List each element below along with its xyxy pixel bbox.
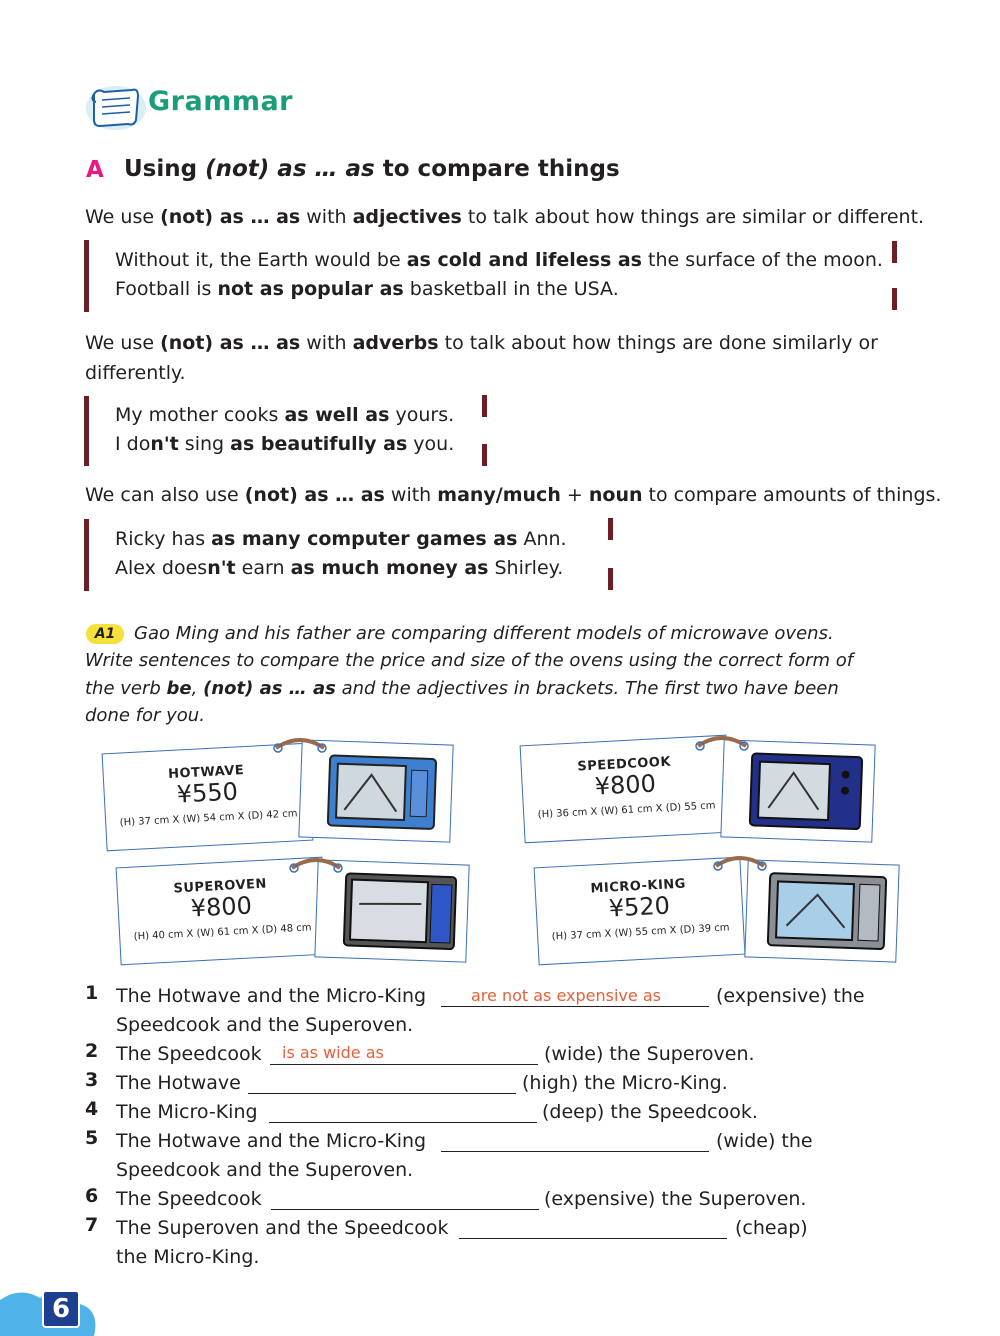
example-sentence: I don't sing as beautifully as you.: [115, 433, 455, 455]
scroll-icon: [84, 80, 148, 132]
question-text: (expensive) the Superoven.: [544, 1188, 807, 1210]
product-price: ¥800: [594, 769, 657, 801]
rule-adjectives: We use (not) as … as with adjectives to talk about how things are similar or different.: [85, 206, 925, 228]
rule-amounts: We can also use (not) as … as with many/much + noun to compare amounts of things.: [85, 484, 942, 506]
product-dimensions: (H) 36 cm X (W) 61 cm X (D) 55 cm: [537, 800, 716, 821]
oven-picture-card: [744, 859, 899, 962]
question-text: (high) the Micro-King.: [522, 1072, 728, 1094]
example-sentence: My mother cooks as well as yours.: [115, 404, 455, 426]
example-bar-mark: [482, 395, 487, 417]
question-text: The Hotwave and the Micro-King: [116, 1130, 427, 1152]
answer-blank[interactable]: [270, 1064, 538, 1065]
question-number: 3: [85, 1069, 99, 1091]
example-sentence: Ricky has as many computer games as Ann.: [115, 528, 567, 550]
question-text: (wide) the Superoven.: [544, 1043, 755, 1065]
question-text: The Superoven and the Speedcook: [116, 1217, 449, 1239]
product-name: HOTWAVE: [167, 763, 245, 783]
exercise-instruction: Gao Ming and his father are comparing different models of microwave ovens.: [134, 623, 834, 644]
answer-text: is as wide as: [282, 1043, 384, 1062]
product-name: MICRO-KING: [590, 876, 687, 897]
answer-blank[interactable]: [441, 1151, 709, 1152]
answer-blank[interactable]: [459, 1238, 727, 1239]
product-name: SUPEROVEN: [173, 876, 268, 897]
rule-adverbs: We use (not) as … as with adverbs to talk about how things are done similarly or: [85, 332, 878, 354]
exercise-instruction: the verb be, (not) as … as and the adjectives in brackets. The first two have been: [85, 678, 839, 699]
page-title: Grammar: [148, 86, 293, 117]
question-number: 1: [85, 982, 99, 1004]
question-text: The Hotwave and the Micro-King: [116, 985, 427, 1007]
question-text: Speedcook and the Superoven.: [116, 1159, 414, 1181]
product-price: ¥550: [176, 777, 239, 809]
question-text: The Hotwave: [116, 1072, 241, 1094]
product-dimensions: (H) 37 cm X (W) 54 cm X (D) 42 cm: [119, 808, 298, 829]
question-number: 7: [85, 1214, 99, 1236]
question-text: (cheap): [735, 1217, 808, 1239]
question-number: 5: [85, 1127, 99, 1149]
example-bar: [84, 240, 89, 312]
ring-clip-icon: [288, 856, 344, 876]
section-letter: A: [86, 157, 104, 183]
microwave-icon: [721, 740, 874, 841]
example-sentence: Football is not as popular as basketball in the USA.: [115, 278, 619, 300]
answer-blank[interactable]: [271, 1209, 539, 1210]
question-number: 4: [85, 1098, 99, 1120]
example-bar-mark: [608, 568, 613, 590]
question-number: 2: [85, 1040, 99, 1062]
example-sentence: Without it, the Earth would be as cold and lifeless as the surface of the moon.: [115, 249, 883, 271]
question-text: (deep) the Speedcook.: [542, 1101, 758, 1123]
question-text: The Speedcook: [116, 1188, 262, 1210]
product-price: ¥520: [608, 891, 671, 923]
example-bar-mark: [892, 288, 897, 310]
exercise-tag: A1: [86, 624, 124, 644]
oven-picture-card: [720, 739, 875, 842]
question-text: the Micro-King.: [116, 1246, 260, 1268]
question-text: (expensive) the: [716, 985, 865, 1007]
example-bar-mark: [892, 241, 897, 263]
product-dimensions: (H) 40 cm X (W) 61 cm X (D) 48 cm: [133, 922, 312, 943]
product-price: ¥800: [190, 891, 253, 923]
answer-text: are not as expensive as: [471, 986, 661, 1005]
example-bar-mark: [608, 518, 613, 540]
microwave-icon: [745, 860, 898, 961]
example-bar-mark: [482, 444, 487, 466]
question-number: 6: [85, 1185, 99, 1207]
product-dimensions: (H) 37 cm X (W) 55 cm X (D) 39 cm: [551, 922, 730, 943]
rule-adverbs-cont: differently.: [85, 362, 186, 384]
question-text: The Speedcook: [116, 1043, 262, 1065]
question-text: (wide) the: [716, 1130, 813, 1152]
page-number: 6: [42, 1290, 80, 1328]
answer-blank[interactable]: [269, 1122, 537, 1123]
exercise-instruction: done for you.: [85, 705, 205, 726]
section-title: Using (not) as … as to compare things: [124, 156, 620, 182]
ring-clip-icon: [712, 854, 768, 874]
ring-clip-icon: [272, 736, 328, 756]
exercise-instruction: Write sentences to compare the price and size of the ovens using the correct form of: [85, 650, 854, 671]
question-text: Speedcook and the Superoven.: [116, 1014, 414, 1036]
answer-blank[interactable]: [248, 1093, 516, 1094]
question-text: The Micro-King: [116, 1101, 258, 1123]
product-name: SPEEDCOOK: [577, 754, 672, 775]
product-card-hotwave: [102, 743, 314, 852]
example-bar: [84, 519, 89, 591]
example-sentence: Alex doesn't earn as much money as Shirley.: [115, 557, 564, 579]
example-bar: [84, 396, 89, 466]
ring-clip-icon: [694, 734, 750, 754]
answer-blank[interactable]: [441, 1006, 709, 1007]
